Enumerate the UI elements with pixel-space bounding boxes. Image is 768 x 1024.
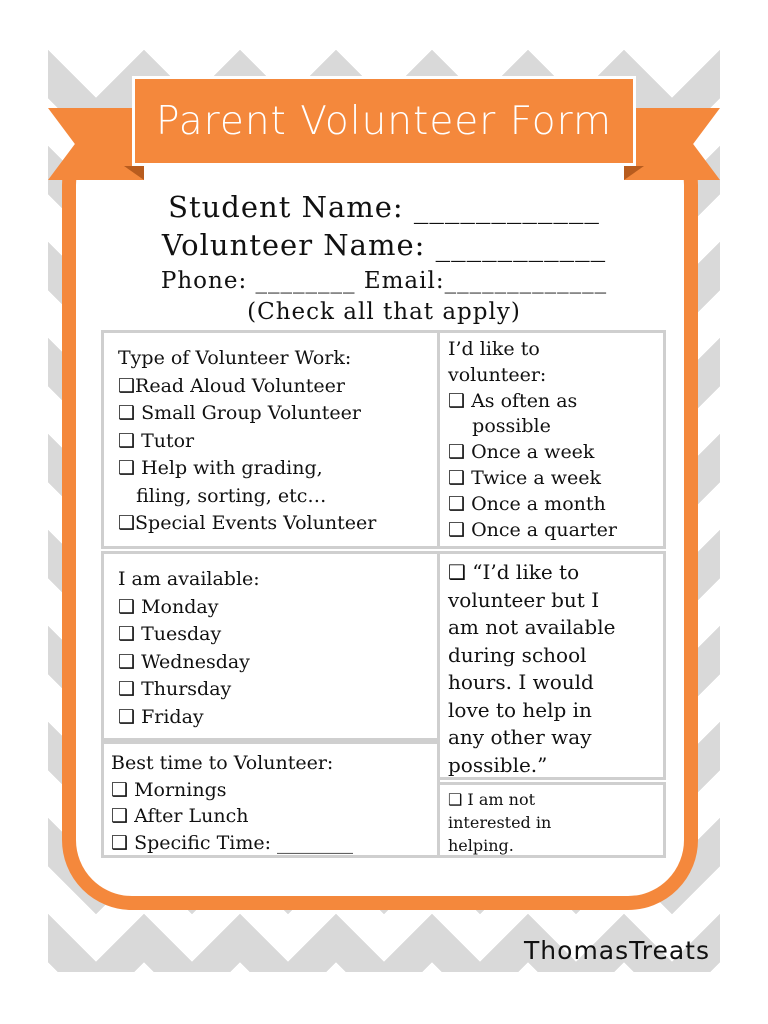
brand-signature: ThomasTreats bbox=[524, 936, 710, 965]
other-help-box[interactable] bbox=[437, 551, 666, 780]
frequency-box bbox=[437, 330, 666, 549]
other-help-line: hours. I would bbox=[448, 670, 594, 694]
option-once-week[interactable]: ❑ Once a week bbox=[448, 441, 595, 464]
not-interested-line[interactable]: ❑ I am not bbox=[448, 790, 535, 809]
option-read-aloud[interactable]: ❑Read Aloud Volunteer bbox=[118, 374, 345, 397]
availability-box bbox=[101, 551, 440, 741]
option-friday[interactable]: ❑ Friday bbox=[118, 705, 204, 728]
not-interested-line: interested in bbox=[448, 813, 552, 832]
other-help-line[interactable]: ❑ “I’d like to bbox=[448, 560, 580, 584]
volunteer-type-box bbox=[101, 330, 440, 549]
not-interested-line: helping. bbox=[448, 836, 514, 855]
frequency-heading-2: volunteer: bbox=[448, 363, 547, 386]
option-tuesday[interactable]: ❑ Tuesday bbox=[118, 623, 222, 645]
other-help-line: during school bbox=[448, 642, 587, 667]
option-specific-time[interactable]: ❑ Specific Time: ________ bbox=[111, 831, 354, 854]
option-small-group[interactable]: ❑ Small Group Volunteer bbox=[118, 402, 361, 424]
option-grading[interactable]: ❑ Help with grading, bbox=[118, 457, 323, 479]
option-grading-continued: filing, sorting, etc… bbox=[118, 484, 327, 507]
form-title: Parent Volunteer Form bbox=[156, 98, 612, 144]
option-mornings[interactable]: ❑ Mornings bbox=[111, 778, 227, 801]
volunteer-name-field[interactable]: Volunteer Name: ___________ bbox=[161, 228, 607, 262]
best-time-heading: Best time to Volunteer: bbox=[111, 752, 334, 774]
option-after-lunch[interactable]: ❑ After Lunch bbox=[111, 805, 249, 827]
title-banner bbox=[132, 76, 636, 166]
other-help-line: possible.” bbox=[448, 752, 548, 777]
not-interested-box[interactable] bbox=[437, 782, 666, 858]
other-help-line: any other way bbox=[448, 725, 592, 749]
other-help-line: am not available bbox=[448, 615, 616, 639]
option-monday[interactable]: ❑ Monday bbox=[118, 595, 219, 618]
best-time-box bbox=[101, 741, 440, 858]
volunteer-type-heading: Type of Volunteer Work: bbox=[118, 347, 352, 369]
other-help-line: volunteer but I bbox=[448, 587, 600, 612]
phone-email-field[interactable]: Phone: ________ Email:_____________ bbox=[160, 268, 608, 294]
option-as-often-continued: possible bbox=[448, 415, 551, 438]
option-tutor[interactable]: ❑ Tutor bbox=[118, 429, 195, 452]
student-name-field[interactable]: Student Name: ____________ bbox=[168, 190, 600, 224]
other-help-line: love to help in bbox=[448, 697, 592, 722]
option-thursday[interactable]: ❑ Thursday bbox=[118, 678, 232, 700]
option-wednesday[interactable]: ❑ Wednesday bbox=[118, 650, 250, 673]
option-as-often[interactable]: ❑ As often as bbox=[448, 389, 578, 412]
option-special-events[interactable]: ❑Special Events Volunteer bbox=[118, 512, 377, 534]
option-once-month[interactable]: ❑ Once a month bbox=[448, 492, 606, 515]
availability-heading: I am available: bbox=[118, 568, 260, 590]
instruction-text: (Check all that apply) bbox=[247, 299, 521, 325]
option-twice-week[interactable]: ❑ Twice a week bbox=[448, 466, 601, 489]
frequency-heading: I’d like to bbox=[448, 338, 540, 360]
option-once-quarter[interactable]: ❑ Once a quarter bbox=[448, 518, 617, 541]
